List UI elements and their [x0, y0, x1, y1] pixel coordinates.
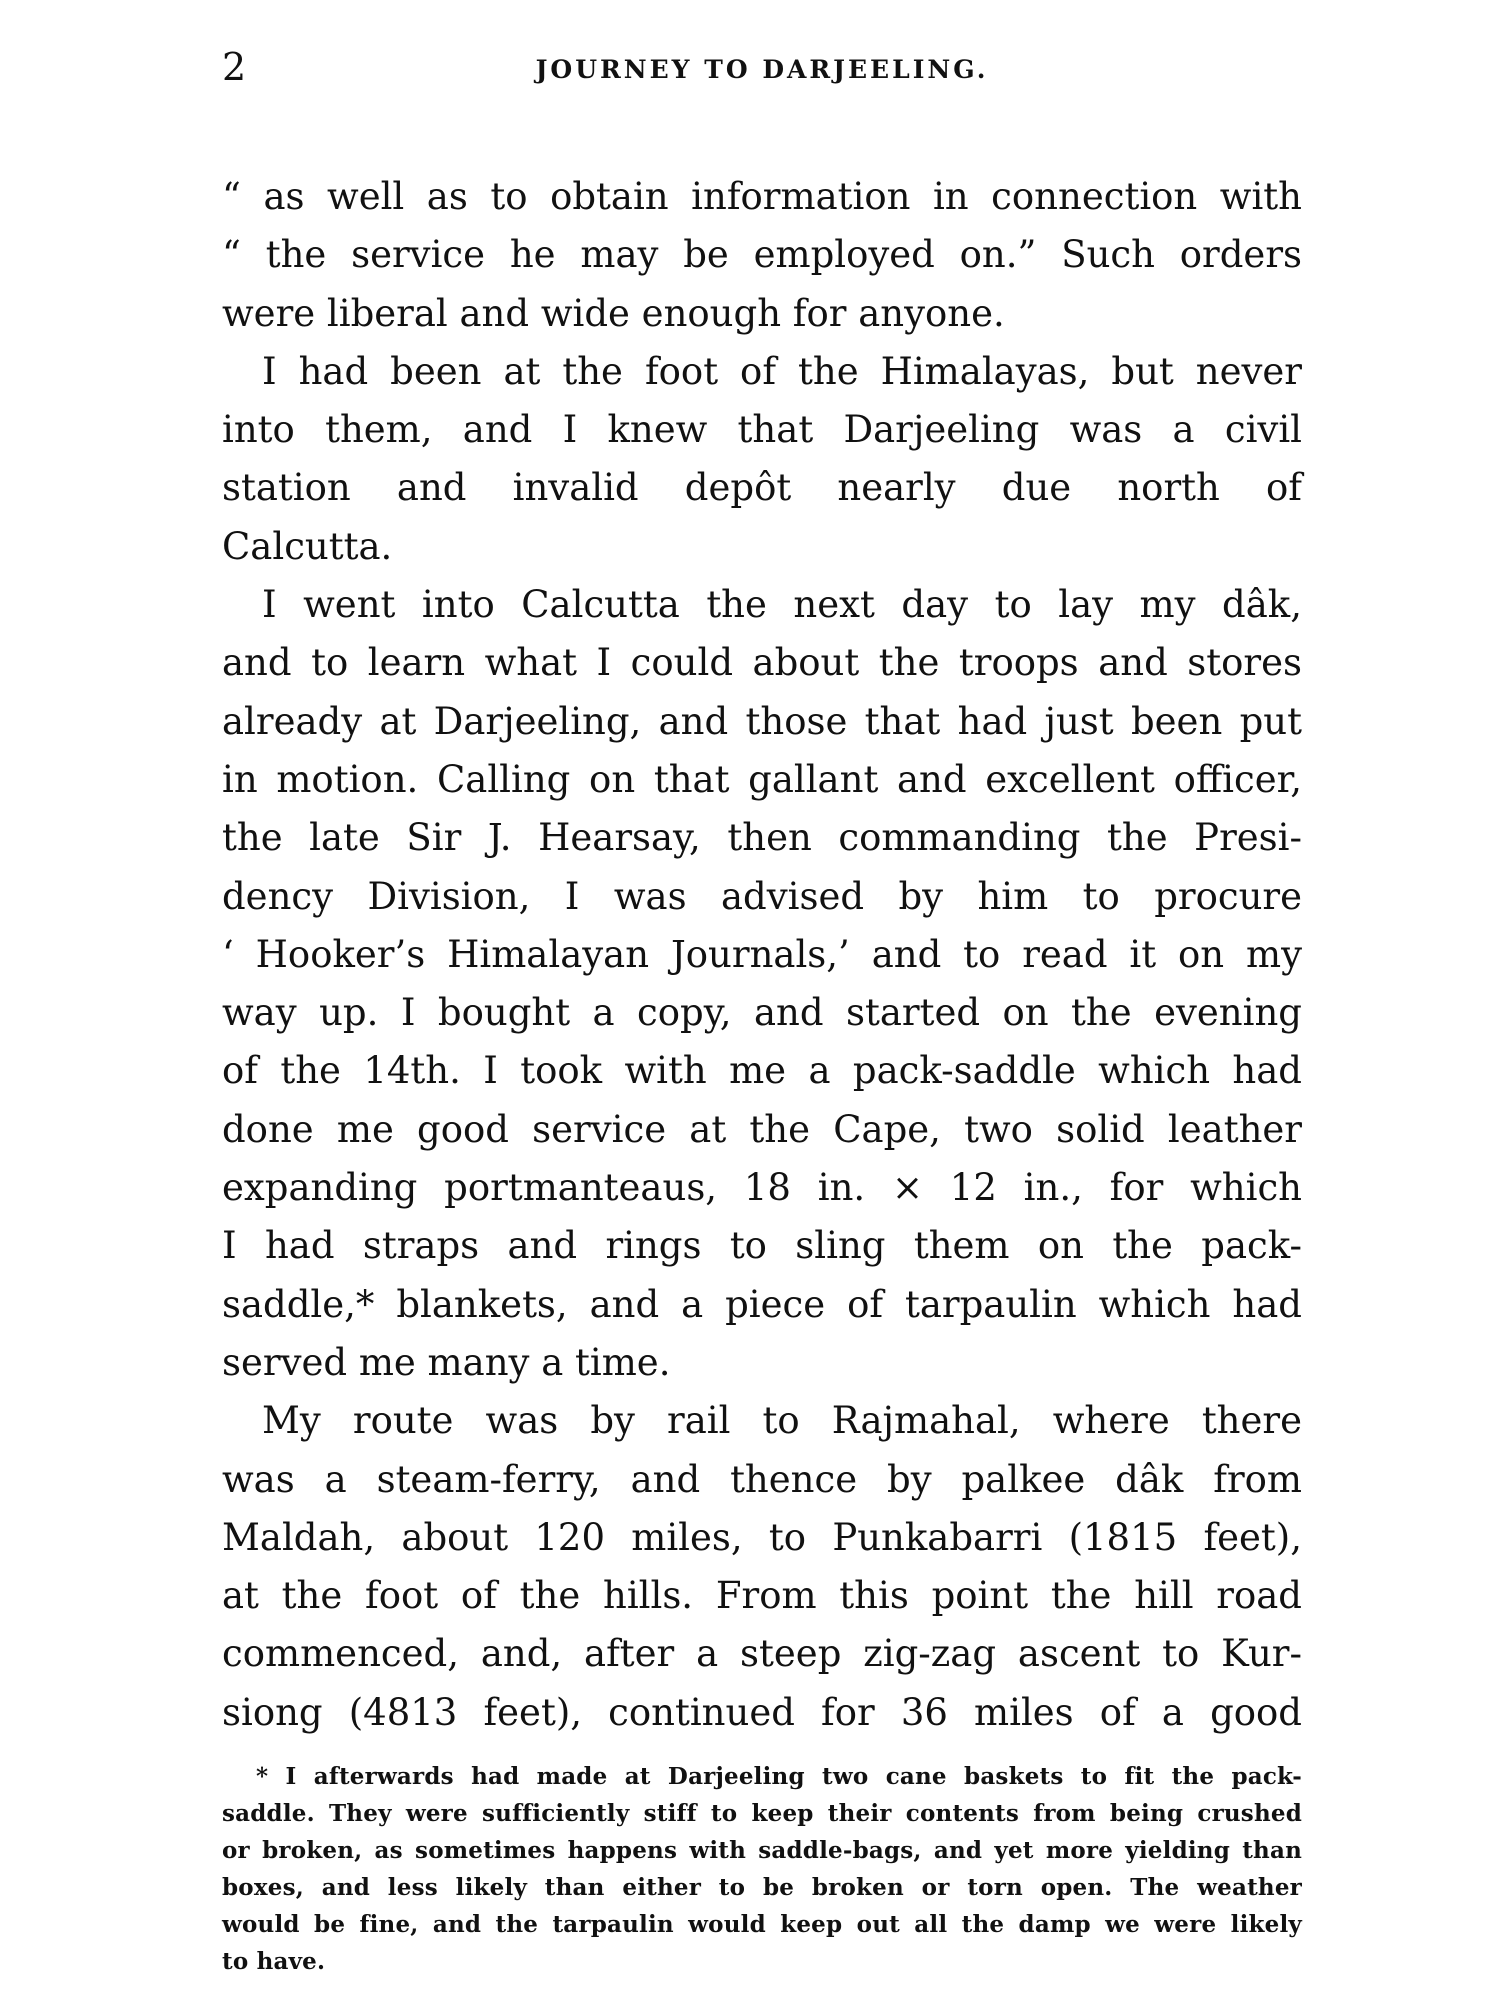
text-line: “ the service he may be employed on.” Such orders	[222, 233, 1302, 277]
text-line: siong (4813 feet), continued for 36 miles of a good	[222, 1690, 1302, 1734]
text-line: I went into Calcutta the next day to lay my dâk,	[262, 583, 1302, 627]
text-line: and to learn what I could about the troops and stores	[222, 641, 1302, 685]
book-page	[222, 40, 1302, 1980]
text-line: into them, and I knew that Darjeeling was a civil	[222, 408, 1302, 452]
footnote-line: to have.	[222, 1948, 326, 1976]
text-line: ‘ Hooker’s Himalayan Journals,’ and to read it on my	[222, 932, 1302, 976]
footnote-line: saddle. They were sufficiently stiff to keep their contents from being crushed	[222, 1800, 1302, 1828]
text-line: commenced, and, after a steep zig-zag ascent to Kur-	[222, 1632, 1302, 1676]
text-line: already at Darjeeling, and those that had just been put	[222, 699, 1302, 743]
text-line: done me good service at the Cape, two solid leather	[222, 1107, 1302, 1151]
text-line: station and invalid depôt nearly due north of	[222, 466, 1302, 510]
footnote-line: would be fine, and the tarpaulin would keep out all the damp we were likely	[222, 1911, 1302, 1939]
footnote	[222, 1758, 1302, 1980]
text-line: Calcutta.	[222, 524, 393, 568]
text-line: at the foot of the hills. From this point the hill road	[222, 1574, 1302, 1618]
page-header	[222, 40, 1302, 100]
text-line: I had been at the foot of the Himalayas, but never	[262, 349, 1302, 393]
text-line: Maldah, about 120 miles, to Punkabarri (1815 feet),	[222, 1515, 1302, 1559]
text-line: were liberal and wide enough for anyone.	[222, 291, 1005, 335]
paragraph	[222, 1392, 1302, 1742]
text-line: the late Sir J. Hearsay, then commanding the Presi-	[222, 816, 1302, 860]
paragraph	[222, 576, 1302, 1392]
text-line: My route was by rail to Rajmahal, where there	[262, 1399, 1302, 1443]
text-line: “ as well as to obtain information in connection with	[222, 175, 1302, 218]
text-line: in motion. Calling on that gallant and excellent officer,	[222, 757, 1302, 801]
footnote-line: or broken, as sometimes happens with saddle-bags, and yet more yielding than	[222, 1837, 1302, 1865]
footnote-line: boxes, and less likely than either to be broken or torn open. The weather	[222, 1874, 1302, 1902]
text-line: saddle,* blankets, and a piece of tarpaulin which had	[222, 1282, 1302, 1326]
text-line: I had straps and rings to sling them on the pack-	[222, 1224, 1302, 1268]
text-line: way up. I bought a copy, and started on the evening	[222, 991, 1302, 1035]
text-line: dency Division, I was advised by him to procure	[222, 874, 1302, 918]
text-line: expanding portmanteaus, 18 in. × 12 in., for which	[222, 1166, 1302, 1210]
text-line: of the 14th. I took with me a pack-saddle which had	[222, 1049, 1302, 1093]
text-line: was a steam-ferry, and thence by palkee dâk from	[222, 1457, 1302, 1501]
body-text	[222, 168, 1302, 1742]
footnote-line: * I afterwards had made at Darjeeling two cane baskets to fit the pack-	[256, 1763, 1302, 1791]
text-line: served me many a time.	[222, 1340, 671, 1384]
paragraph	[222, 343, 1302, 576]
running-head: JOURNEY TO DARJEELING.	[535, 55, 989, 84]
page-number: 2	[222, 45, 247, 89]
paragraph	[222, 168, 1302, 343]
